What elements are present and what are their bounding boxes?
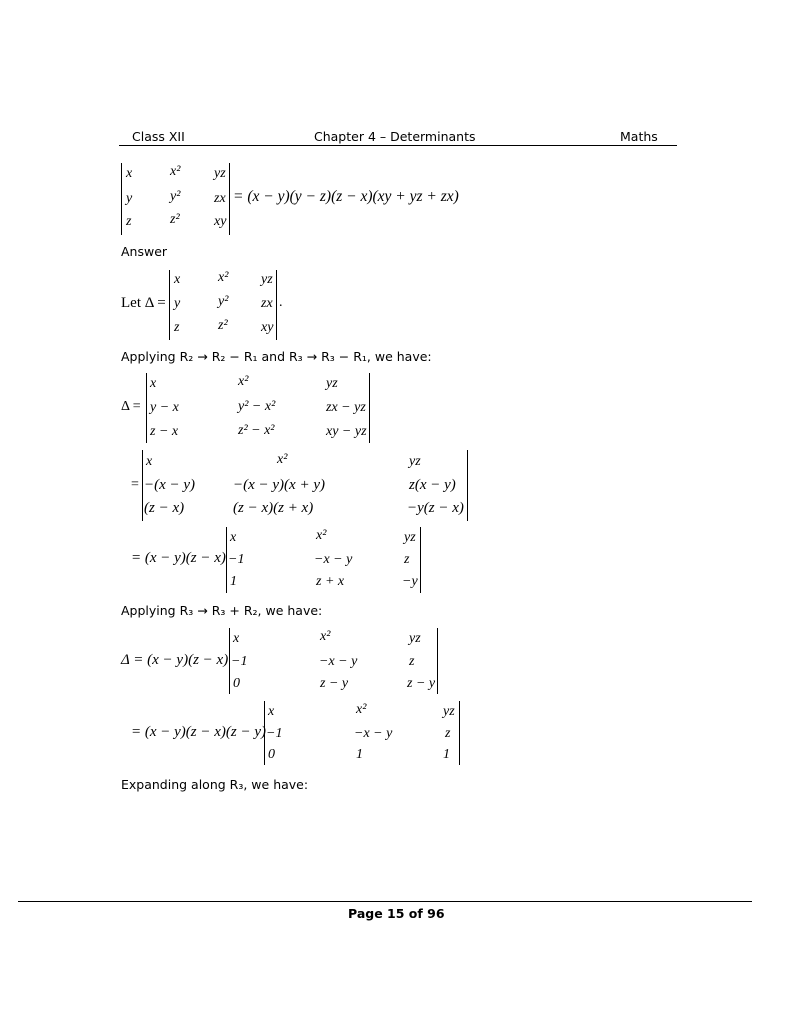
matrix-cell: yz	[443, 704, 455, 719]
matrix-cell: −y(z − x)	[407, 500, 464, 516]
determinant-left-bar	[169, 270, 170, 340]
matrix-cell: x	[146, 454, 153, 469]
matrix-cell: −1	[228, 552, 245, 567]
matrix-cell: z² − x²	[238, 423, 275, 438]
matrix-cell: z − y	[320, 676, 349, 691]
matrix-cell: xy	[214, 214, 227, 229]
matrix-cell: −(x − y)	[144, 477, 196, 493]
matrix-cell: 0	[268, 747, 275, 762]
footer-divider	[18, 901, 752, 902]
determinant-left-bar	[226, 527, 227, 593]
matrix-cell: xy − yz	[326, 424, 367, 439]
header-class: Class XII	[132, 129, 185, 144]
matrix-cell: yz	[409, 631, 421, 646]
matrix-cell: −1	[231, 654, 248, 669]
matrix-cell: x	[268, 704, 275, 719]
matrix-cell: yz	[404, 530, 416, 545]
matrix-cell: x²	[316, 528, 327, 543]
matrix-cell: (z − x)(z + x)	[233, 500, 314, 516]
matrix-cell: x²	[218, 270, 229, 285]
determinant-left-bar	[146, 373, 147, 443]
matrix-cell: yz	[409, 454, 421, 469]
determinant-left-bar	[121, 163, 122, 235]
matrix-cell: 0	[233, 676, 240, 691]
determinant-right-bar	[276, 270, 277, 340]
matrix-cell: xy	[261, 320, 274, 335]
problem-rhs: = (x − y)(y − z)(z − x)(xy + yz + zx)	[233, 188, 459, 205]
matrix-cell: x	[126, 166, 133, 181]
header-chapter: Chapter 4 – Determinants	[314, 129, 476, 144]
matrix-cell: x²	[320, 629, 331, 644]
matrix-cell: zx − yz	[326, 400, 366, 415]
determinant-right-bar	[459, 701, 460, 765]
matrix-cell: 1	[443, 747, 450, 762]
matrix-cell: x	[233, 631, 240, 646]
matrix-cell: y	[126, 191, 133, 206]
matrix-cell: zx	[214, 191, 226, 206]
matrix-cell: y²	[218, 294, 229, 309]
determinant-right-bar	[420, 527, 421, 593]
det-prefix: =	[131, 477, 139, 492]
det-prefix: = (x − y)(z − x)	[131, 550, 226, 566]
matrix-cell: −1	[266, 726, 283, 741]
det-prefix: = (x − y)(z − x)(z − y)	[131, 724, 267, 740]
header-divider	[119, 145, 677, 146]
matrix-cell: yz	[261, 272, 273, 287]
matrix-cell: z(x − y)	[409, 477, 456, 493]
determinant-right-bar	[229, 163, 230, 235]
matrix-cell: −y	[402, 574, 418, 589]
det-prefix: Δ =	[121, 399, 141, 414]
matrix-cell: x²	[170, 164, 181, 179]
matrix-cell: y² − x²	[238, 399, 276, 414]
step-text: Expanding along R₃, we have:	[121, 777, 309, 792]
determinant-left-bar	[229, 628, 230, 694]
matrix-cell: (z − x)	[144, 500, 185, 516]
determinant-right-bar	[467, 450, 468, 521]
matrix-cell: z + x	[316, 574, 345, 589]
matrix-cell: z	[409, 654, 415, 669]
determinant-right-bar	[369, 373, 370, 443]
let-suffix: .	[279, 295, 283, 310]
matrix-cell: z − x	[150, 424, 179, 439]
page-number: Page 15 of 96	[348, 906, 445, 921]
matrix-cell: yz	[326, 376, 338, 391]
step-text: Applying R₃ → R₃ + R₂, we have:	[121, 603, 323, 618]
determinant-right-bar	[437, 628, 438, 694]
matrix-cell: z	[126, 214, 132, 229]
matrix-cell: 1	[230, 574, 237, 589]
matrix-cell: 1	[356, 747, 363, 762]
matrix-cell: z − y	[407, 676, 436, 691]
matrix-cell: x	[230, 530, 237, 545]
matrix-cell: zx	[261, 296, 273, 311]
matrix-cell: −x − y	[319, 654, 358, 669]
let-prefix: Let Δ =	[121, 295, 166, 311]
matrix-cell: x²	[238, 374, 249, 389]
matrix-cell: z	[174, 320, 180, 335]
matrix-cell: z²	[218, 318, 228, 333]
det-prefix: Δ = (x − y)(z − x)	[121, 652, 229, 668]
matrix-cell: y	[174, 296, 181, 311]
matrix-cell: x	[174, 272, 181, 287]
answer-label: Answer	[121, 244, 168, 259]
determinant-left-bar	[142, 450, 143, 521]
matrix-cell: y²	[170, 189, 181, 204]
matrix-cell: −(x − y)(x + y)	[233, 477, 325, 493]
matrix-cell: x²	[356, 702, 367, 717]
matrix-cell: x²	[277, 452, 288, 467]
matrix-cell: z	[404, 552, 410, 567]
matrix-cell: y − x	[150, 400, 179, 415]
matrix-cell: −x − y	[314, 552, 353, 567]
matrix-cell: yz	[214, 166, 226, 181]
step-text: Applying R₂ → R₂ − R₁ and R₃ → R₃ − R₁, we have:	[121, 349, 432, 364]
determinant-left-bar	[264, 701, 265, 765]
matrix-cell: x	[150, 376, 157, 391]
header-subject: Maths	[620, 129, 658, 144]
matrix-cell: z	[445, 726, 451, 741]
matrix-cell: −x − y	[354, 726, 393, 741]
matrix-cell: z²	[170, 212, 180, 227]
